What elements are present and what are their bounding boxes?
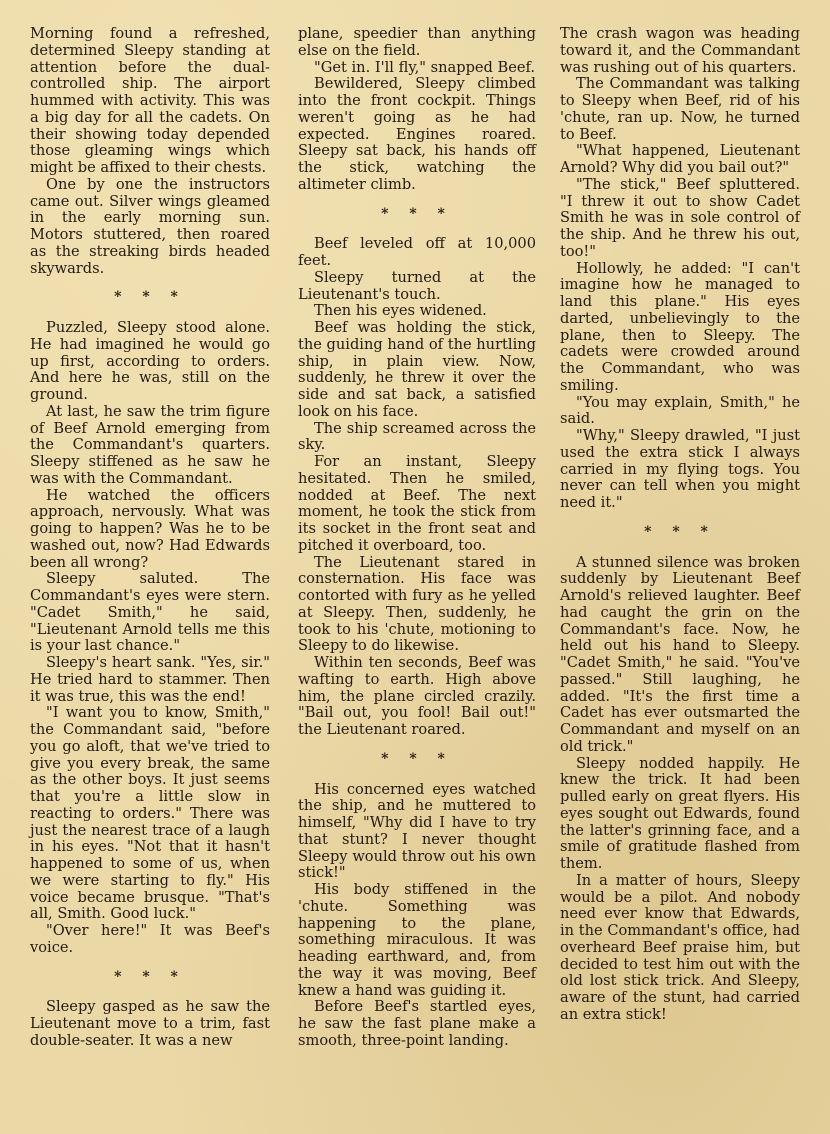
paragraph: Hollowly, he added: "I can't imagine how he managed to land this plane." His eyes darted, unbelievingly to the plane, then to Sleepy. The cadets were crowded around the Commandant, who was smiling. bbox=[560, 259, 800, 394]
paragraph: Then his eyes widened. bbox=[314, 302, 487, 320]
paragraph: "Get in. I'll fly," snapped Beef. bbox=[314, 58, 536, 76]
paragraph: Puzzled, Sleepy stood alone. He had imagined he would go up first, according to orders. And here he was, still on the ground. bbox=[30, 319, 270, 403]
paragraph: "What happened, Lieutenant Arnold? Why did you bail out?" bbox=[560, 142, 800, 176]
paragraph: Bewildered, Sleepy climbed into the front cockpit. Things weren't going as he had expected. Engines roared. Sleepy sat back, his hands off the stick, watching the altimeter climb. bbox=[298, 75, 536, 193]
text-column-3 bbox=[560, 26, 800, 1024]
paragraph: Beef was holding the stick, the guiding hand of the hurtling ship, in plain view. Now, suddenly, he threw it over the side and sat back, a satisfied look on his face. bbox=[298, 319, 536, 420]
paragraph: A stunned silence was broken suddenly by Lieutenant Beef Arnold's relieved laughter. Beef had caught the grin on the Commandant's face. Now, he held out his hand to Sleepy. "Cadet Smith," he said. "You've passed." Still laughing, he added. "It's the first time a Cadet has ever outsmarted the Commandant and myself on an old trick." bbox=[560, 553, 800, 755]
paragraph: Sleepy saluted. The Commandant's eyes were stern. "Cadet Smith," he said, "Lieutenant Arnold tells me this is your last chance." bbox=[30, 570, 270, 655]
paragraph: The ship screamed across the sky. bbox=[298, 419, 536, 454]
paragraph: His concerned eyes watched the ship, and he muttered to himself, "Why did I have to try that stunt? I never thought Sleepy would throw out his own stick!" bbox=[298, 780, 536, 882]
paragraph: At last, he saw the trim figure of Beef Arnold emerging from the Commandant's quarters. Sleepy stiffened as he saw he was with the Commandant. bbox=[30, 402, 270, 487]
section-divider: * * * bbox=[114, 968, 186, 985]
paragraph: Morning found a refreshed, determined Sleepy standing at attention before the dual-controlled ship. The airport hummed with activity. This was a big day for all the cadets. On their showing today depended those gleaming wings which might be affixed to their chests. bbox=[30, 25, 270, 176]
paragraph: Sleepy nodded happily. He knew the trick. It had been pulled early on great flyers. His eyes sought out Edwards, found the latter's grinning face, and a smile of gratitude flashed from them. bbox=[560, 754, 800, 872]
paragraph: "Why," Sleepy drawled, "I just used the extra stick I always carried in my flying togs. You never can tell when you might need it." bbox=[560, 427, 800, 511]
paragraph: "Over here!" It was Beef's voice. bbox=[30, 922, 270, 956]
section-divider: * * * bbox=[644, 523, 716, 540]
paragraph: "You may explain, Smith," he said. bbox=[560, 393, 800, 428]
paragraph: For an instant, Sleepy hesitated. Then he smiled, nodded at Beef. The next moment, he took the stick from its socket in the front seat and pitched it overboard, too. bbox=[298, 453, 536, 554]
paragraph: He watched the officers approach, nervously. What was going to happen? Was he to be washed out, now? Had Edwards been all wrong? bbox=[30, 486, 270, 571]
section-divider: * * * bbox=[114, 289, 186, 306]
text-column-1 bbox=[30, 26, 270, 1050]
section-divider: * * * bbox=[381, 205, 453, 222]
section-divider: * * * bbox=[381, 750, 453, 767]
paragraph: The Lieutenant stared in consternation. His face was contorted with fury as he yelled at Sleepy. Then, suddenly, he took to his 'chute, motioning to Sleepy to do likewise. bbox=[298, 553, 536, 655]
paragraph: Sleepy turned at the Lieutenant's touch. bbox=[298, 268, 536, 303]
paragraph: Beef leveled off at 10,000 feet. bbox=[298, 235, 536, 269]
paragraph: Within ten seconds, Beef was wafting to earth. High above him, the plane circled crazily. "Bail out, you fool! Bail out!" the Lieutenant roared. bbox=[298, 654, 536, 738]
paragraph: His body stiffened in the 'chute. Something was happening to the plane, something miraculous. It was heading earthward, and, from the way it was moving, Beef knew a hand was guiding it. bbox=[298, 881, 536, 999]
paragraph: Sleepy's heart sank. "Yes, sir." He tried hard to stammer. Then it was true, this was the end! bbox=[30, 654, 270, 705]
paragraph: "I want you to know, Smith," the Commandant said, "before you go aloft, that we've tried to give you every break, the same as the other boys. It just seems that you're a little slow in reacting to orders." There was just the nearest trace of a laugh in his eyes. "Not that it hasn't happened to some of us, when we were starting to fly." His voice became brusque. "That's all, Smith. Good luck." bbox=[30, 704, 270, 923]
paragraph: The crash wagon was heading toward it, and the Commandant was rushing out of his quarters. bbox=[560, 25, 800, 76]
paragraph: plane, speedier than anything else on the field. bbox=[298, 25, 536, 59]
paragraph: Before Beef's startled eyes, he saw the fast plane make a smooth, three-point landing. bbox=[298, 998, 536, 1049]
paragraph: "The stick," Beef spluttered. "I threw it out to show Cadet Smith he was in sole control of the ship. And he threw his out, too!" bbox=[560, 175, 800, 260]
paragraph: In a matter of hours, Sleepy would be a pilot. And nobody need ever know that Edwards, in the Commandant's office, had overheard Beef praise him, but decided to test him out with the old lost stick trick. And Sleepy, aware of the stunt, had carried an extra stick! bbox=[560, 871, 800, 1023]
paragraph: Sleepy gasped as he saw the Lieutenant move to a trim, fast double-seater. It was a new bbox=[30, 998, 270, 1049]
paragraph: One by one the instructors came out. Silver wings gleamed in the early morning sun. Motors stuttered, then roared as the streaking birds headed skywards. bbox=[30, 175, 270, 277]
paragraph: The Commandant was talking to Sleepy when Beef, rid of his 'chute, ran up. Now, he turned to Beef. bbox=[560, 75, 800, 143]
text-column-2 bbox=[298, 26, 536, 1050]
